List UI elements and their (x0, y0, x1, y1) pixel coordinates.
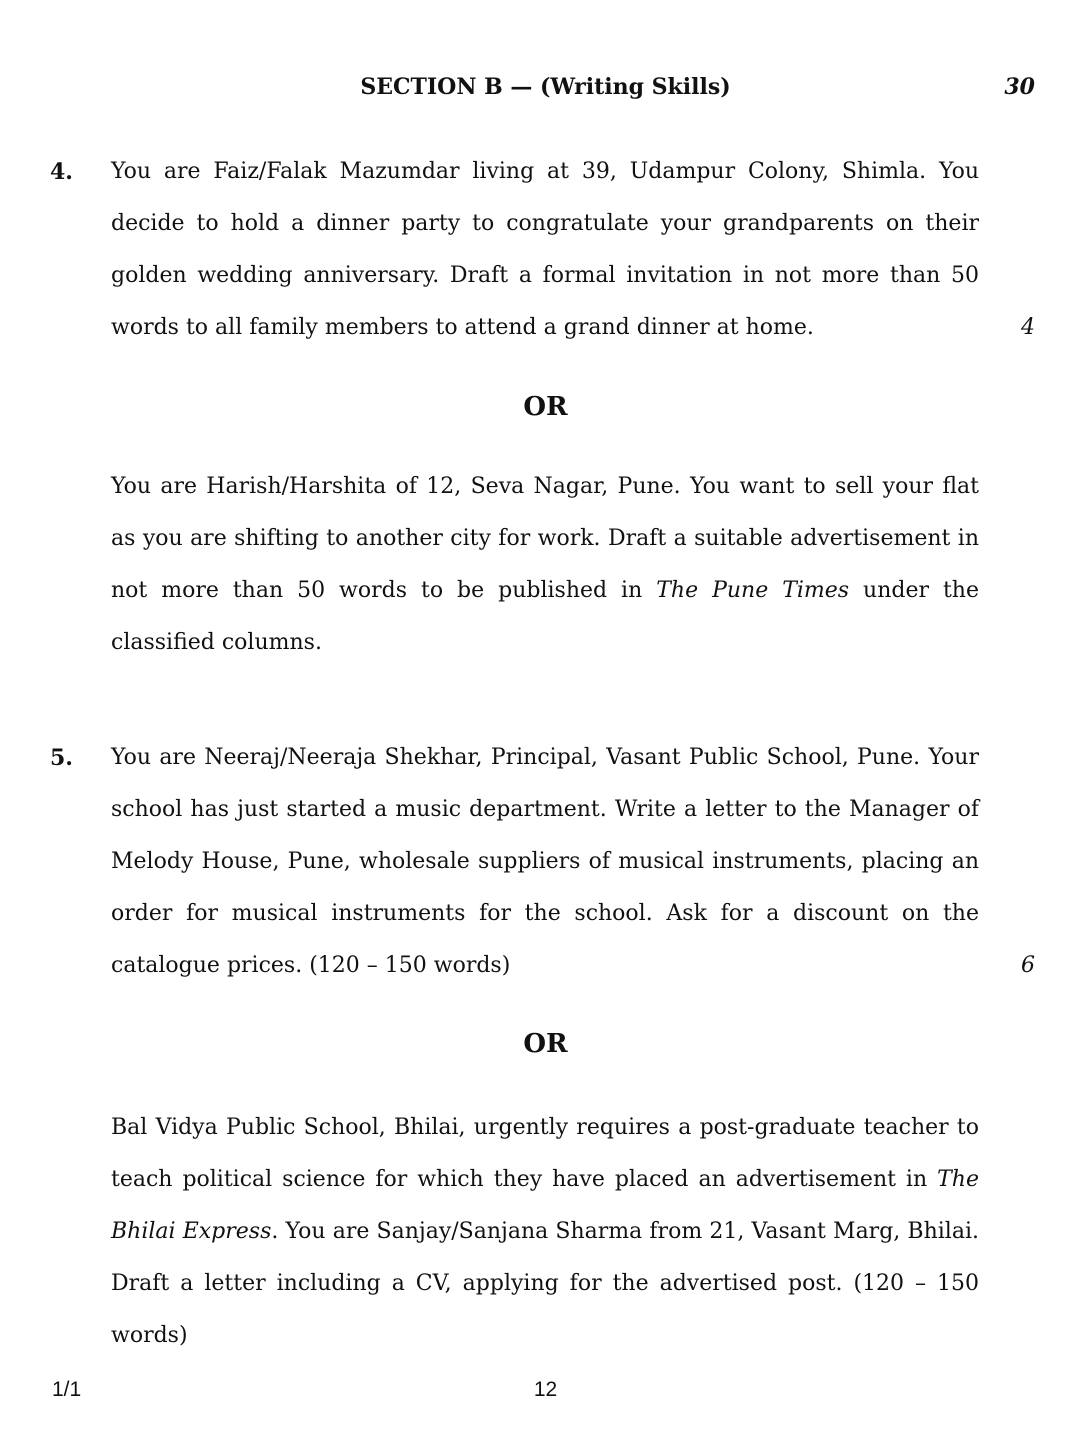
alternative-question-text (111, 1102, 979, 1362)
alt-text-before: You are Harish/Harshita of 12, Seva Nagar, Pune. You want to sell your flat as you are shifting to another city for work. Draft a suitable advertisement in not more than 50 words to be published in (111, 474, 979, 603)
or-separator: OR (523, 1029, 568, 1059)
page-header (0, 70, 1091, 110)
question-text: You are Neeraj/Neeraja Shekhar, Principal, Vasant Public School, Pune. Your school has just started a music department. Write a letter to the Manager of Melody House, Pune, wholesale suppliers of musical instruments, placing an order for musical instruments for the school. Ask for a discount on the catalogue prices. (120 – 150 words) (111, 745, 979, 978)
section-title: SECTION B — (Writing Skills) (360, 74, 731, 100)
or-separator: OR (523, 392, 568, 422)
newspaper-name: The Pune Times (656, 578, 850, 603)
question-text: You are Faiz/Falak Mazumdar living at 39, Udampur Colony, Shimla. You decide to hold a dinner party to congratulate your grandparents on their golden wedding anniversary. Draft a formal invitation in not more than 50 words to all family members to attend a grand dinner at home. (111, 159, 979, 340)
alt-text-after: under the classified columns. (111, 578, 980, 655)
question-4-marks: 4 (1021, 315, 1035, 340)
alt-text-before: Bal Vidya Public School, Bhilai, urgently requires a post-graduate teacher to teach political science for which they have placed an advertisement in (111, 1115, 979, 1192)
paper-code: 1/1 (52, 1378, 82, 1401)
alternative-question-text (111, 461, 979, 669)
section-total-marks: 30 (1004, 74, 1035, 100)
question-number: 5. (50, 745, 73, 771)
page-number: 12 (533, 1378, 558, 1401)
question-number: 4. (50, 159, 73, 185)
newspaper-name: The Bhilai Express (111, 1167, 979, 1244)
alt-text-after: . You are Sanjay/Sanjana Sharma from 21, Vasant Marg, Bhilai. Draft a letter including a CV, applying for the advertised post. (120 – 150 words) (111, 1219, 979, 1348)
question-5-marks: 6 (1021, 953, 1035, 978)
